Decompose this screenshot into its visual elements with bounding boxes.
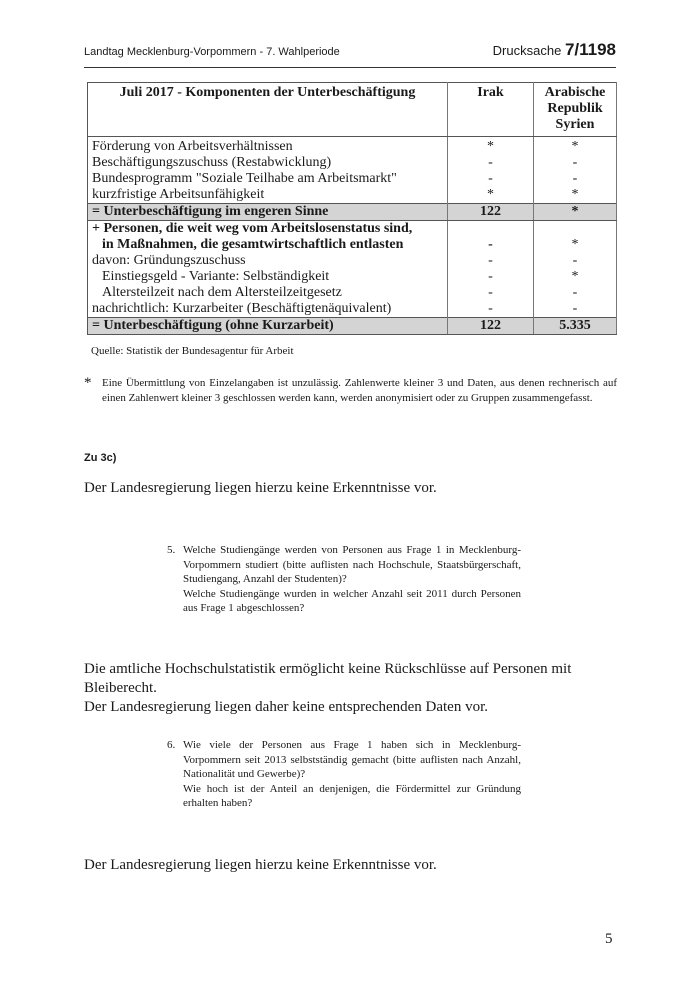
answer-3c: Der Landesregierung liegen hierzu keine Erkenntnisse vor.	[84, 480, 437, 496]
table-row: Beschäftigungszuschuss (Restabwicklung) - -	[88, 155, 617, 171]
table-row: Förderung von Arbeitsverhältnissen * *	[88, 137, 617, 156]
footnote-text: Eine Übermittlung von Einzelangaben ist unzulässig. Zahlenwerte kleiner 3 und Daten, aus denen rechnerisch auf einen Zahlenwert kleiner 3 geschlossen werden kann, werden anonymisiert oder zu Gruppen zusammengefasst.	[102, 377, 617, 404]
header-doc-label: Drucksache	[492, 43, 562, 58]
table-row: Altersteilzeit nach dem Altersteilzeitgesetz - -	[88, 285, 617, 301]
page-number: 5	[605, 931, 613, 947]
question-5-number: 5.	[167, 544, 176, 556]
table-total-row: = Unterbeschäftigung (ohne Kurzarbeit) 122 5.335	[88, 318, 617, 335]
underemployment-table	[87, 82, 617, 335]
table-row: nachrichtlich: Kurzarbeiter (Beschäftigtenäquivalent) - -	[88, 301, 617, 318]
table-header-syrien: Arabische Republik Syrien	[534, 83, 617, 137]
section-heading-3c: Zu 3c)	[84, 452, 117, 464]
question-6-text: Wie viele der Personen aus Frage 1 haben sich in Mecklenburg-Vorpommern seit 2013 selbstständig gemacht (bitte auflisten nach Anzahl, Nationalität und Gewerbe)? Wie hoch ist der Anteil an denjenigen, die Fördermittel zur Gründung erhalten haben?	[183, 739, 521, 809]
question-5	[167, 543, 521, 618]
table-header-row	[88, 83, 617, 137]
footnote-marker: *	[84, 375, 92, 391]
table-row: davon: Gründungszuschuss - -	[88, 253, 617, 269]
table-row: Bundesprogramm "Soziale Teilhabe am Arbeitsmarkt" - -	[88, 171, 617, 187]
answer-6: Der Landesregierung liegen hierzu keine Erkenntnisse vor.	[84, 857, 437, 873]
table-row: + Personen, die weit weg vom Arbeitslosenstatus sind, in Maßnahmen, die gesamtwirtschaftlich entlasten - *	[88, 221, 617, 254]
table-row: Einstiegsgeld - Variante: Selbständigkeit - *	[88, 269, 617, 285]
table-source: Quelle: Statistik der Bundesagentur für Arbeit	[91, 345, 294, 357]
table-subtotal-row: = Unterbeschäftigung im engeren Sinne 122 *	[88, 204, 617, 221]
header-parliament: Landtag Mecklenburg-Vorpommern - 7. Wahlperiode	[84, 46, 340, 58]
page-header	[84, 40, 616, 62]
question-6	[167, 738, 521, 813]
header-doc-ref	[493, 40, 616, 60]
question-5-text: Welche Studiengänge werden von Personen aus Frage 1 in Mecklenburg-Vorpommern studiert (bitte auflisten nach Hochschule, Staatsbürgerschaft, Studiengang, Anzahl der Studenten)? Welche Studiengänge wurden in welcher Anzahl seit 2011 durch Personen aus Frage 1 abgeschlossen?	[183, 544, 521, 614]
header-rule	[84, 67, 616, 68]
question-6-number: 6.	[167, 739, 176, 751]
answer-5: Die amtliche Hochschulstatistik ermöglicht keine Rückschlüsse auf Personen mit Bleiberecht. Der Landesregierung liegen daher keine entsprechenden Daten vor.	[84, 661, 572, 715]
table-row: kurzfristige Arbeitsunfähigkeit * *	[88, 187, 617, 204]
table-header-components: Juli 2017 - Komponenten der Unterbeschäftigung	[88, 83, 448, 137]
table-header-irak: Irak	[448, 83, 534, 137]
header-doc-number: 7/1198	[564, 40, 616, 59]
